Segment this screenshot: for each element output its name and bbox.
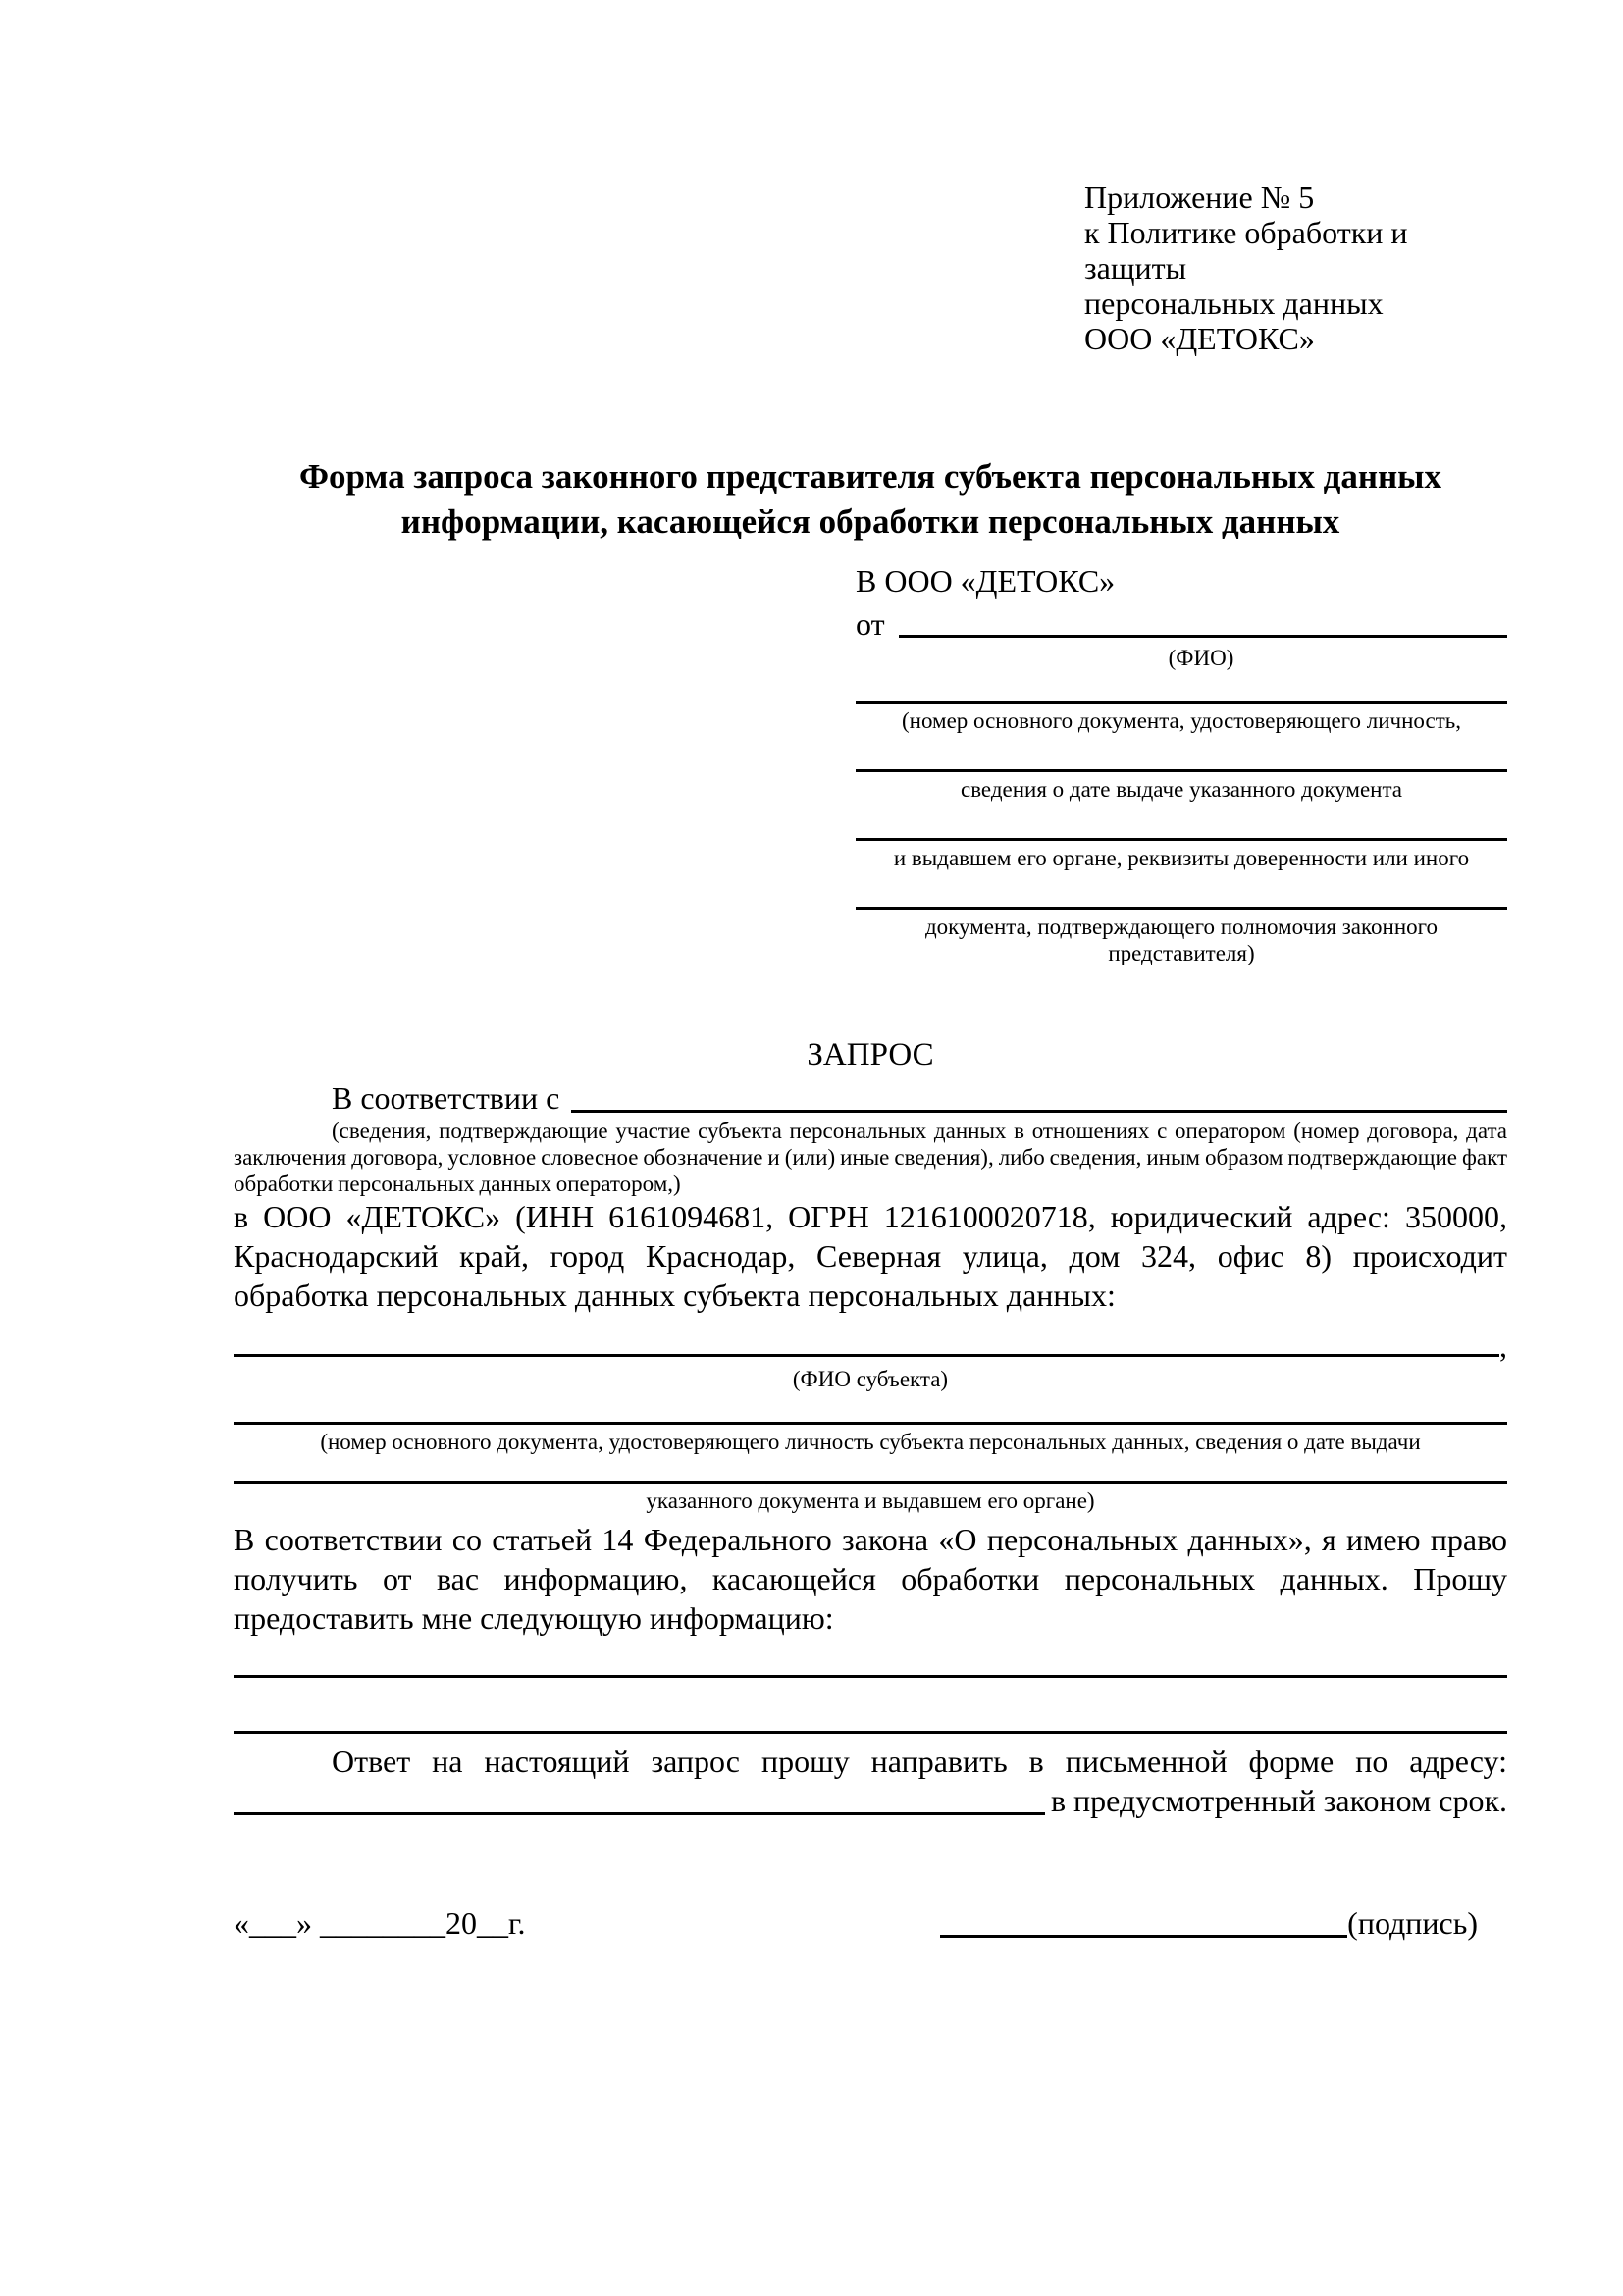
recipient-organization: В ООО «ДЕТОКС» [856,563,1116,599]
page-title [234,454,1507,545]
blank-group [856,838,1507,871]
response-address-blank-line [234,1812,1045,1815]
from-blank-line [899,635,1507,638]
blank-group [856,769,1507,803]
blank-group [856,907,1507,966]
page-title-line-2: информации, касающейся обработки персональных данных [400,502,1340,541]
accordance-label: В соответствии с [332,1080,560,1116]
subject-doc-caption-2: указанного документа и выдавшем его органе) [646,1488,1095,1513]
blank-group [234,1481,1507,1514]
authority-doc-blank-line [856,907,1507,910]
response-tail: в предусмотренный законом срок. [1050,1783,1507,1818]
issuing-authority-blank-line [856,838,1507,841]
response-address-row [234,1781,1507,1820]
issuing-authority-caption: и выдавшем его органе, реквизиты доверенности или иного [893,846,1470,870]
trailing-comma: , [1499,1329,1507,1364]
annex-note-line: к Политике обработки и защиты [1084,215,1408,286]
subject-doc-caption-1: (номер основного документа, удостоверяющего личность субъекта персональных данных, сведения о дате выдачи [320,1430,1421,1454]
identity-doc-caption: (номер основного документа, удостоверяющего личность, [901,708,1461,733]
law-paragraph: В соответствии со статьей 14 Федерального закона «О персональных данных», я имею право получить от вас информацию, касающейся обработки персональных данных. Прошу предоставить мне следующую информацию: [234,1522,1507,1636]
annex-note-line: ООО «ДЕТОКС» [1084,321,1315,356]
recipient-block [856,562,1507,966]
subject-fio-caption: (ФИО субъекта) [792,1367,949,1391]
signature-group [940,1904,1478,1943]
authority-doc-caption: документа, подтверждающего полномочия законного представителя) [924,914,1438,965]
blank-group [856,701,1507,734]
accordance-row [234,1078,1507,1118]
subject-fio-blank-line [234,1354,1499,1357]
signature-blank-line [940,1935,1347,1938]
identity-doc-blank-line [856,701,1507,704]
footer-row [234,1904,1507,1943]
response-paragraph: Ответ на настоящий запрос прошу направить в письменной форме по адресу: [332,1744,1507,1779]
request-heading: ЗАПРОС [807,1037,934,1072]
operator-paragraph: в ООО «ДЕТОКС» (ИНН 6161094681, ОГРН 1216100020718, юридический адрес: 350000, Краснодарский край, город Краснодар, Северная улица, дом 324, офис 8) происходит обработка персональных данных субъекта персональных данных: [234,1199,1507,1313]
accordance-caption: (сведения, подтверждающие участие субъекта персональных данных в отношениях с оператором (номер договора, дата заключения договора, условное словесное обозначение и (или) иные сведения), либо сведения, иным образом подтверждающие факт обработки персональных данных оператором,) [234,1119,1507,1196]
date-blank: «___» ________20__г. [234,1905,526,1941]
issue-date-blank-line [856,769,1507,772]
annex-note-line: Приложение № 5 [1084,180,1315,215]
subject-fio-row [234,1331,1507,1362]
subject-doc-blank-line-2 [234,1481,1507,1484]
answer-blank-line-2 [234,1731,1507,1734]
issue-date-caption: сведения о дате выдаче указанного документа [960,777,1403,802]
answer-blank-line-1 [234,1675,1507,1678]
blank-group [234,1422,1507,1455]
from-label: от [856,606,885,642]
annex-note-line: персональных данных [1084,286,1384,321]
signature-caption: (подпись) [1347,1905,1478,1941]
page-title-line-1: Форма запроса законного представителя субъекта персональных данных [299,457,1441,496]
accordance-blank-line [571,1110,1507,1113]
fio-caption: (ФИО) [1168,646,1234,670]
from-row [856,605,1507,643]
annex-note [1084,180,1507,356]
subject-doc-blank-line-1 [234,1422,1507,1425]
